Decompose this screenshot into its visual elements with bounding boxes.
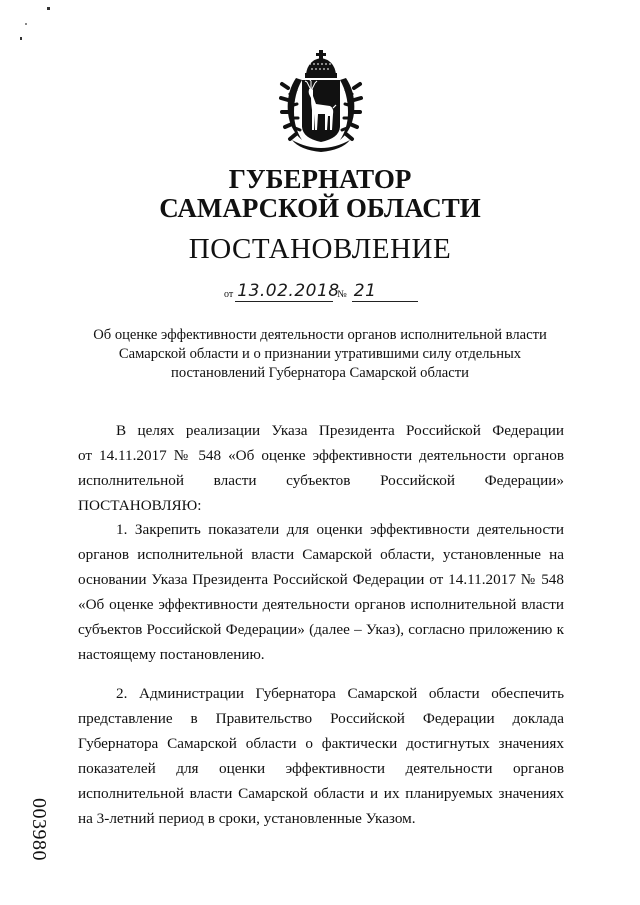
clause-2 [78, 681, 564, 831]
preamble-line: исполнительной власти субъектов Российской Федерации» [78, 472, 564, 489]
document-subject [60, 326, 580, 383]
serial-number-stamp: 003980 [28, 798, 50, 861]
scan-speck [20, 37, 22, 40]
issuer-title-line1: ГУБЕРНАТОР [228, 164, 412, 194]
preamble-line: В целях реализации Указа Президента Российской Федерации [116, 422, 564, 439]
clause-1-text: 1. Закрепить показатели для оценки эффективности деятельности органов исполнительной власти Самарской области, установленные на основании Указа Президента Российской Федерации от 14.11.2017 № 548 «Об оценке эффективности деятельности органов исполнительной власти субъектов Российской Федерации» (далее – Указ), согласно приложению к настоящему постановлению. [78, 521, 564, 663]
subject-line: Об оценке эффективности деятельности органов исполнительной власти [93, 327, 547, 343]
scan-speck [47, 7, 50, 10]
date-label: от [224, 289, 234, 300]
preamble-line: от 14.11.2017 № 548 «Об оценке эффективности деятельности органов [78, 447, 564, 464]
issuer-title-line2: САМАРСКОЙ ОБЛАСТИ [159, 193, 481, 223]
scan-speck [25, 23, 27, 25]
clause-1 [78, 517, 564, 667]
handwritten-number: 21 [352, 281, 418, 302]
subject-line: постановлений Губернатора Самарской области [171, 365, 469, 381]
number-label: № [337, 289, 347, 300]
preamble-paragraph [78, 418, 564, 518]
coat-of-arms-emblem [278, 48, 364, 156]
date-number-line [224, 278, 418, 302]
document-type-heading: ПОСТАНОВЛЕНИЕ [188, 233, 452, 265]
clause-2-text: 2. Администрации Губернатора Самарской области обеспечить представление в Правительство Российской Федерации доклада Губернатора Самарской области о фактически достигнутых значениях показателей для оценки эффективности деятельности органов исполнительной власти Самарской области и их планируемых значениях на 3-летний период в сроки, установленные Указом. [78, 685, 564, 827]
handwritten-date: 13.02.2018 [237, 281, 340, 301]
decree-word: ПОСТАНОВЛЯЮ: [78, 497, 202, 514]
subject-line: Самарской области и о признании утратившими силу отдельных [118, 346, 522, 362]
